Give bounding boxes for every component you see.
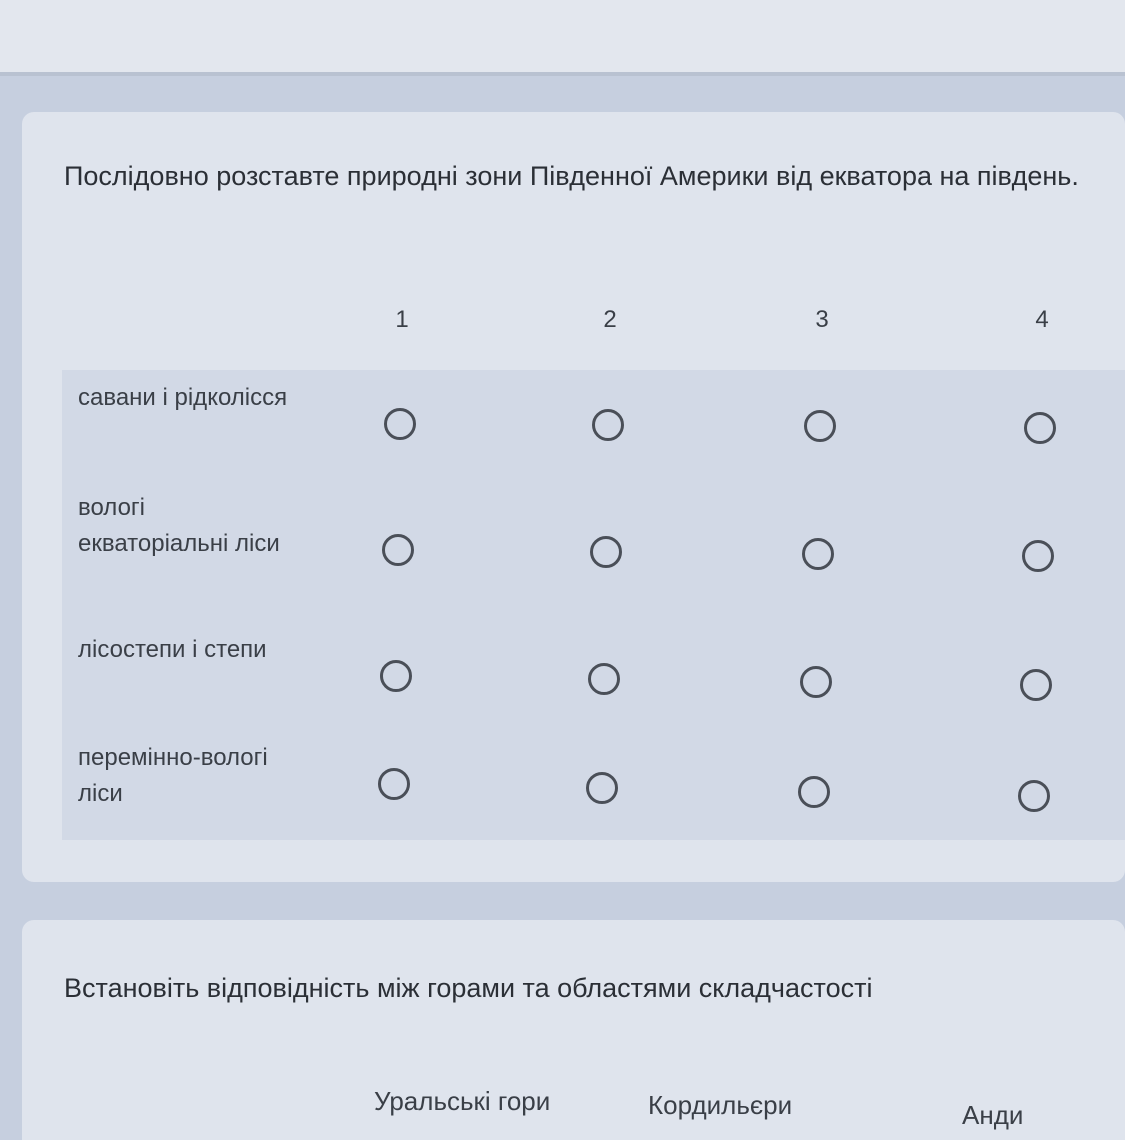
question-card-order [22,112,1125,882]
grid-row [62,626,1125,736]
question-card-matching [22,920,1125,1140]
grid-row [62,734,1125,844]
column-option-cordillera: Кордильєри [648,1090,793,1120]
radio-row4-col4[interactable] [1018,780,1050,812]
radio-row4-col2[interactable] [586,772,618,804]
divider [0,72,1125,76]
radio-row1-col2[interactable] [592,409,624,441]
row-label: лісостепи і степи [78,636,267,663]
previous-card-edge [0,0,1125,74]
column-header-2: 2 [603,306,617,333]
radio-row4-col1[interactable] [378,768,410,800]
column-option-andes: Анди [962,1100,1024,1130]
radio-row2-col3[interactable] [802,538,834,570]
radio-row2-col2[interactable] [590,536,622,568]
question-title: Встановіть відповідність між горами та областями складчастості [64,973,873,1003]
grid-row [62,370,1125,480]
radio-row2-col4[interactable] [1022,540,1054,572]
radio-row1-col1[interactable] [384,408,416,440]
row-label: вологі екваторіальні ліси [78,494,280,557]
radio-row3-col1[interactable] [380,660,412,692]
question-title: Послідовно розставте природні зони Південної Америки від екватора на південь. [64,161,1079,191]
radio-row1-col3[interactable] [804,410,836,442]
row-label: перемінно-вологі ліси [78,744,268,807]
radio-row3-col3[interactable] [800,666,832,698]
radio-row4-col3[interactable] [798,776,830,808]
grid-row [62,480,1125,590]
row-label: савани і рідколісся [78,384,288,411]
radio-row3-col2[interactable] [588,663,620,695]
radio-row2-col1[interactable] [382,534,414,566]
answer-grid [62,370,1125,840]
column-header-4: 4 [1035,306,1049,333]
column-option-urals: Уральські гори [374,1086,551,1116]
column-header-3: 3 [815,306,829,333]
column-header-1: 1 [395,306,409,333]
radio-row3-col4[interactable] [1020,669,1052,701]
radio-row1-col4[interactable] [1024,412,1056,444]
